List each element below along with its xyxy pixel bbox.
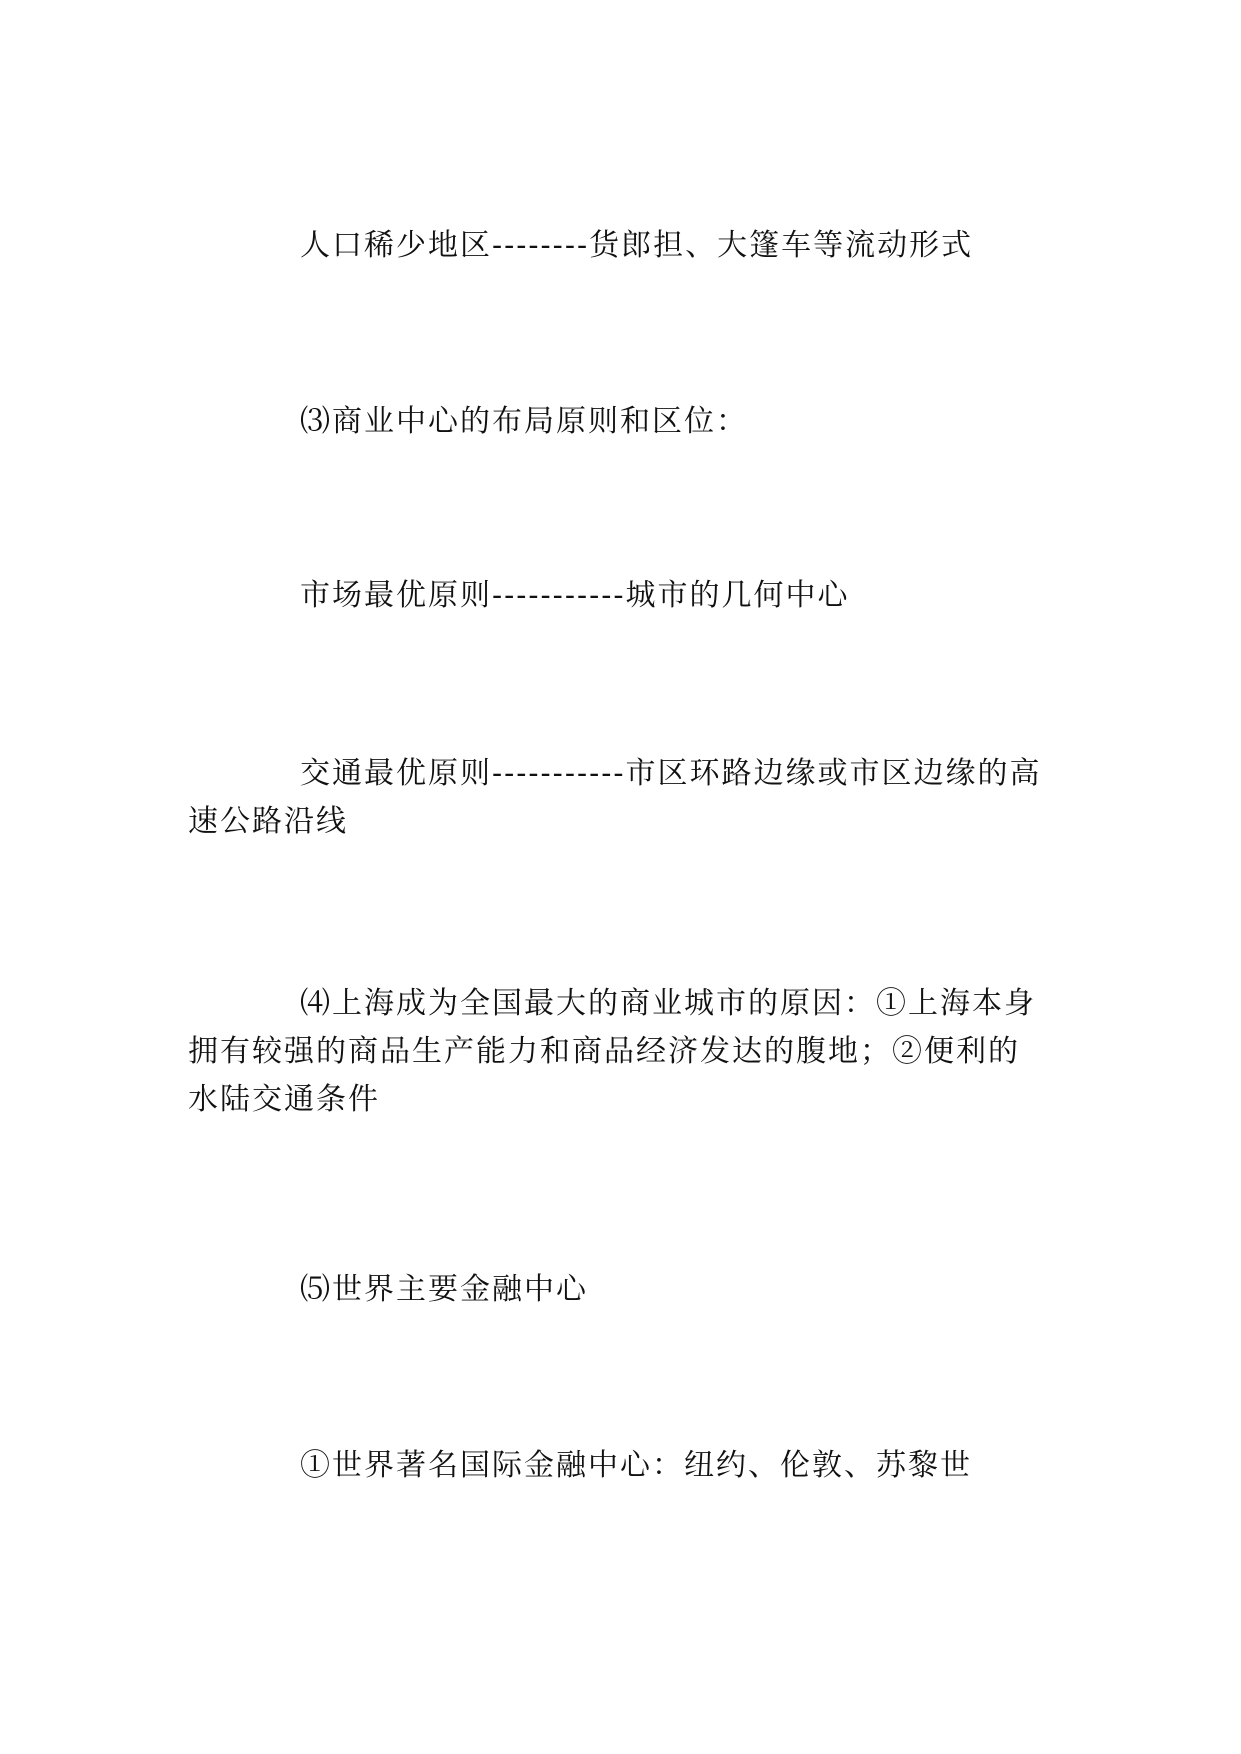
paragraph-financial-centers-heading: ⑸世界主要金融中心 <box>300 1272 588 1307</box>
paragraph-famous-financial-centers: ①世界著名国际金融中心：纽约、伦敦、苏黎世 <box>300 1448 972 1483</box>
paragraph-traffic-optimal-principle: 交通最优原则-----------市区环路边缘或市区边缘的高速公路沿线 <box>188 756 1042 839</box>
paragraph-shanghai-reasons: ⑷上海成为全国最大的商业城市的原因：①上海本身拥有较强的商品生产能力和商品经济发达的腹地；②便利的水陆交通条件 <box>188 986 1036 1117</box>
paragraph-sparse-population-commerce: 人口稀少地区--------货郎担、大篷车等流动形式 <box>300 228 974 263</box>
paragraph-commercial-center-heading: ⑶商业中心的布局原则和区位： <box>300 404 748 439</box>
paragraph-market-optimal-principle: 市场最优原则-----------城市的几何中心 <box>300 578 850 613</box>
